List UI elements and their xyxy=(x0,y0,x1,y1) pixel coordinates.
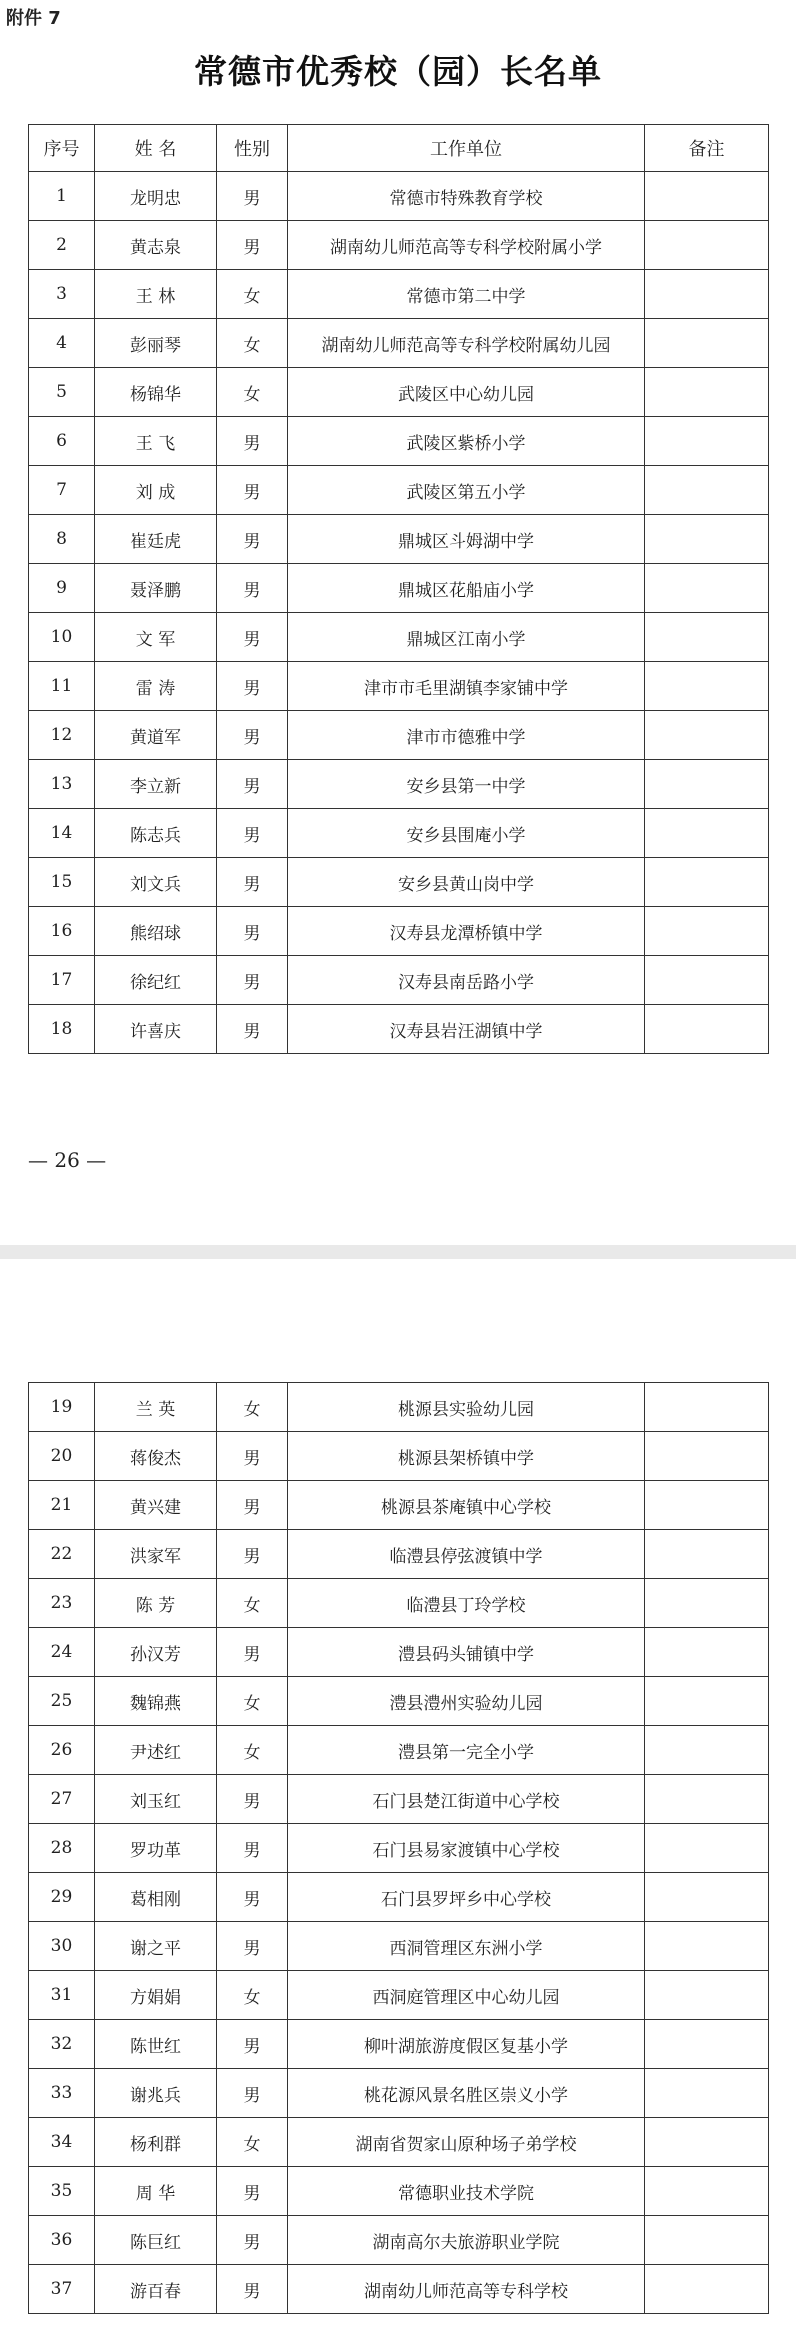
cell-gender: 男 xyxy=(217,1922,288,1971)
cell-note xyxy=(645,270,769,319)
cell-note xyxy=(645,564,769,613)
cell-gender: 男 xyxy=(217,760,288,809)
cell-number: 24 xyxy=(29,1628,95,1677)
cell-unit: 石门县楚江街道中心学校 xyxy=(288,1775,645,1824)
cell-name: 兰 英 xyxy=(95,1383,217,1432)
table-row xyxy=(29,368,769,417)
table-row xyxy=(29,221,769,270)
cell-unit: 石门县罗坪乡中心学校 xyxy=(288,1873,645,1922)
cell-gender: 男 xyxy=(217,2020,288,2069)
table-row xyxy=(29,1726,769,1775)
cell-number: 14 xyxy=(29,809,95,858)
table-row xyxy=(29,1775,769,1824)
cell-unit: 湖南高尔夫旅游职业学院 xyxy=(288,2216,645,2265)
cell-number: 37 xyxy=(29,2265,95,2314)
cell-note xyxy=(645,1432,769,1481)
cell-note xyxy=(645,221,769,270)
roster-table-page-2 xyxy=(28,1382,769,2314)
cell-gender: 男 xyxy=(217,1432,288,1481)
table-row xyxy=(29,2216,769,2265)
cell-gender: 男 xyxy=(217,1530,288,1579)
table-row xyxy=(29,1873,769,1922)
cell-note xyxy=(645,1005,769,1054)
cell-name: 陈 芳 xyxy=(95,1579,217,1628)
cell-number: 21 xyxy=(29,1481,95,1530)
cell-number: 31 xyxy=(29,1971,95,2020)
cell-gender: 男 xyxy=(217,1824,288,1873)
cell-unit: 鼎城区江南小学 xyxy=(288,613,645,662)
table-row xyxy=(29,711,769,760)
cell-name: 李立新 xyxy=(95,760,217,809)
cell-name: 刘 成 xyxy=(95,466,217,515)
cell-number: 23 xyxy=(29,1579,95,1628)
cell-number: 29 xyxy=(29,1873,95,1922)
cell-unit: 汉寿县南岳路小学 xyxy=(288,956,645,1005)
cell-note xyxy=(645,1873,769,1922)
table-row xyxy=(29,858,769,907)
cell-name: 聂泽鹏 xyxy=(95,564,217,613)
cell-name: 雷 涛 xyxy=(95,662,217,711)
cell-name: 陈志兵 xyxy=(95,809,217,858)
cell-name: 许喜庆 xyxy=(95,1005,217,1054)
cell-number: 33 xyxy=(29,2069,95,2118)
cell-note xyxy=(645,2020,769,2069)
cell-name: 尹述红 xyxy=(95,1726,217,1775)
table-row xyxy=(29,2020,769,2069)
cell-name: 魏锦燕 xyxy=(95,1677,217,1726)
cell-number: 25 xyxy=(29,1677,95,1726)
table-row xyxy=(29,662,769,711)
cell-name: 熊绍球 xyxy=(95,907,217,956)
cell-name: 蒋俊杰 xyxy=(95,1432,217,1481)
column-header-note: 备注 xyxy=(645,125,769,172)
cell-number: 11 xyxy=(29,662,95,711)
cell-gender: 男 xyxy=(217,1775,288,1824)
cell-gender: 男 xyxy=(217,564,288,613)
cell-number: 27 xyxy=(29,1775,95,1824)
attachment-label: 附件 7 xyxy=(6,8,61,29)
cell-gender: 女 xyxy=(217,1383,288,1432)
cell-name: 游百春 xyxy=(95,2265,217,2314)
cell-gender: 女 xyxy=(217,1726,288,1775)
cell-name: 刘文兵 xyxy=(95,858,217,907)
cell-name: 彭丽琴 xyxy=(95,319,217,368)
cell-gender: 女 xyxy=(217,1579,288,1628)
cell-unit: 湖南幼儿师范高等专科学校附属小学 xyxy=(288,221,645,270)
cell-note xyxy=(645,1726,769,1775)
cell-note xyxy=(645,1383,769,1432)
cell-note xyxy=(645,1677,769,1726)
column-header-unit: 工作单位 xyxy=(288,125,645,172)
cell-unit: 澧县第一完全小学 xyxy=(288,1726,645,1775)
cell-name: 葛相刚 xyxy=(95,1873,217,1922)
cell-number: 26 xyxy=(29,1726,95,1775)
cell-gender: 男 xyxy=(217,417,288,466)
cell-number: 34 xyxy=(29,2118,95,2167)
cell-number: 3 xyxy=(29,270,95,319)
cell-name: 方娟娟 xyxy=(95,1971,217,2020)
cell-unit: 临澧县丁玲学校 xyxy=(288,1579,645,1628)
cell-unit: 汉寿县龙潭桥镇中学 xyxy=(288,907,645,956)
cell-unit: 安乡县第一中学 xyxy=(288,760,645,809)
cell-note xyxy=(645,1971,769,2020)
table-row xyxy=(29,2118,769,2167)
cell-number: 4 xyxy=(29,319,95,368)
cell-unit: 西洞管理区东洲小学 xyxy=(288,1922,645,1971)
cell-unit: 武陵区紫桥小学 xyxy=(288,417,645,466)
cell-name: 王 林 xyxy=(95,270,217,319)
cell-name: 杨锦华 xyxy=(95,368,217,417)
table-row xyxy=(29,564,769,613)
cell-unit: 桃源县架桥镇中学 xyxy=(288,1432,645,1481)
cell-name: 崔廷虎 xyxy=(95,515,217,564)
cell-number: 8 xyxy=(29,515,95,564)
cell-number: 2 xyxy=(29,221,95,270)
table-row xyxy=(29,1579,769,1628)
cell-unit: 安乡县黄山岗中学 xyxy=(288,858,645,907)
cell-name: 陈巨红 xyxy=(95,2216,217,2265)
column-header-gender: 性别 xyxy=(217,125,288,172)
cell-gender: 女 xyxy=(217,1677,288,1726)
roster-table-page-1 xyxy=(28,124,769,1054)
table-row xyxy=(29,1383,769,1432)
cell-unit: 津市市德雅中学 xyxy=(288,711,645,760)
cell-note xyxy=(645,1530,769,1579)
cell-gender: 男 xyxy=(217,1005,288,1054)
cell-number: 10 xyxy=(29,613,95,662)
cell-note xyxy=(645,1628,769,1677)
cell-note xyxy=(645,613,769,662)
cell-note xyxy=(645,1824,769,1873)
cell-name: 谢之平 xyxy=(95,1922,217,1971)
table-row xyxy=(29,172,769,221)
cell-number: 18 xyxy=(29,1005,95,1054)
cell-number: 13 xyxy=(29,760,95,809)
cell-number: 32 xyxy=(29,2020,95,2069)
table-row xyxy=(29,1824,769,1873)
cell-gender: 男 xyxy=(217,172,288,221)
cell-note xyxy=(645,2167,769,2216)
cell-unit: 鼎城区花船庙小学 xyxy=(288,564,645,613)
cell-name: 周 华 xyxy=(95,2167,217,2216)
cell-note xyxy=(645,760,769,809)
cell-number: 15 xyxy=(29,858,95,907)
cell-name: 罗功革 xyxy=(95,1824,217,1873)
cell-gender: 男 xyxy=(217,221,288,270)
cell-gender: 男 xyxy=(217,466,288,515)
cell-number: 36 xyxy=(29,2216,95,2265)
cell-note xyxy=(645,956,769,1005)
cell-unit: 鼎城区斗姆湖中学 xyxy=(288,515,645,564)
cell-note xyxy=(645,2118,769,2167)
cell-number: 16 xyxy=(29,907,95,956)
table-header-row xyxy=(29,125,769,172)
cell-note xyxy=(645,907,769,956)
cell-number: 12 xyxy=(29,711,95,760)
cell-note xyxy=(645,662,769,711)
cell-number: 30 xyxy=(29,1922,95,1971)
table-row xyxy=(29,270,769,319)
cell-note xyxy=(645,711,769,760)
cell-note xyxy=(645,368,769,417)
cell-note xyxy=(645,466,769,515)
cell-gender: 男 xyxy=(217,515,288,564)
cell-name: 龙明忠 xyxy=(95,172,217,221)
cell-unit: 安乡县围庵小学 xyxy=(288,809,645,858)
cell-unit: 桃源县茶庵镇中心学校 xyxy=(288,1481,645,1530)
cell-gender: 男 xyxy=(217,2216,288,2265)
cell-number: 22 xyxy=(29,1530,95,1579)
table-body-page-2 xyxy=(29,1383,769,2314)
cell-name: 杨利群 xyxy=(95,2118,217,2167)
cell-number: 1 xyxy=(29,172,95,221)
cell-unit: 汉寿县岩汪湖镇中学 xyxy=(288,1005,645,1054)
cell-note xyxy=(645,2265,769,2314)
table-row xyxy=(29,1922,769,1971)
cell-note xyxy=(645,319,769,368)
cell-name: 黄志泉 xyxy=(95,221,217,270)
cell-name: 黄道军 xyxy=(95,711,217,760)
cell-number: 19 xyxy=(29,1383,95,1432)
cell-unit: 柳叶湖旅游度假区复基小学 xyxy=(288,2020,645,2069)
cell-gender: 男 xyxy=(217,613,288,662)
table-row xyxy=(29,1971,769,2020)
table-body-page-1 xyxy=(29,172,769,1054)
cell-note xyxy=(645,858,769,907)
cell-gender: 男 xyxy=(217,2265,288,2314)
cell-gender: 女 xyxy=(217,270,288,319)
cell-gender: 女 xyxy=(217,2118,288,2167)
cell-note xyxy=(645,809,769,858)
table-row xyxy=(29,1005,769,1054)
cell-unit: 津市市毛里湖镇李家铺中学 xyxy=(288,662,645,711)
cell-unit: 临澧县停弦渡镇中学 xyxy=(288,1530,645,1579)
document-page-2 xyxy=(0,1259,796,2327)
cell-gender: 男 xyxy=(217,1628,288,1677)
cell-gender: 男 xyxy=(217,956,288,1005)
cell-gender: 男 xyxy=(217,858,288,907)
cell-unit: 澧县澧州实验幼儿园 xyxy=(288,1677,645,1726)
cell-unit: 石门县易家渡镇中心学校 xyxy=(288,1824,645,1873)
table-row xyxy=(29,1481,769,1530)
cell-unit: 常德职业技术学院 xyxy=(288,2167,645,2216)
cell-number: 20 xyxy=(29,1432,95,1481)
page-number: — 26 — xyxy=(28,1148,107,1172)
cell-note xyxy=(645,1481,769,1530)
table-row xyxy=(29,613,769,662)
cell-name: 王 飞 xyxy=(95,417,217,466)
cell-gender: 男 xyxy=(217,711,288,760)
cell-unit: 澧县码头铺镇中学 xyxy=(288,1628,645,1677)
table-row xyxy=(29,515,769,564)
cell-gender: 男 xyxy=(217,2069,288,2118)
table-row xyxy=(29,1628,769,1677)
cell-unit: 常德市第二中学 xyxy=(288,270,645,319)
cell-gender: 男 xyxy=(217,809,288,858)
cell-unit: 桃源县实验幼儿园 xyxy=(288,1383,645,1432)
cell-gender: 男 xyxy=(217,2167,288,2216)
cell-number: 28 xyxy=(29,1824,95,1873)
table-row xyxy=(29,2167,769,2216)
table-row xyxy=(29,1530,769,1579)
cell-unit: 武陵区第五小学 xyxy=(288,466,645,515)
table-row xyxy=(29,907,769,956)
cell-note xyxy=(645,2216,769,2265)
table-row xyxy=(29,466,769,515)
table-row xyxy=(29,1677,769,1726)
cell-unit: 武陵区中心幼儿园 xyxy=(288,368,645,417)
cell-number: 7 xyxy=(29,466,95,515)
table-row xyxy=(29,760,769,809)
cell-name: 黄兴建 xyxy=(95,1481,217,1530)
cell-note xyxy=(645,1775,769,1824)
cell-gender: 男 xyxy=(217,907,288,956)
cell-unit: 桃花源风景名胜区崇义小学 xyxy=(288,2069,645,2118)
document-title: 常德市优秀校（园）长名单 xyxy=(194,52,602,91)
cell-note xyxy=(645,2069,769,2118)
cell-note xyxy=(645,417,769,466)
table-row xyxy=(29,956,769,1005)
page-separator xyxy=(0,1245,796,1259)
cell-name: 孙汉芳 xyxy=(95,1628,217,1677)
cell-name: 刘玉红 xyxy=(95,1775,217,1824)
cell-note xyxy=(645,1579,769,1628)
cell-number: 17 xyxy=(29,956,95,1005)
cell-gender: 女 xyxy=(217,1971,288,2020)
cell-number: 9 xyxy=(29,564,95,613)
cell-unit: 湖南省贺家山原种场子弟学校 xyxy=(288,2118,645,2167)
cell-note xyxy=(645,172,769,221)
cell-gender: 男 xyxy=(217,1481,288,1530)
cell-gender: 男 xyxy=(217,1873,288,1922)
cell-number: 5 xyxy=(29,368,95,417)
column-header-number: 序号 xyxy=(29,125,95,172)
cell-unit: 西洞庭管理区中心幼儿园 xyxy=(288,1971,645,2020)
cell-unit: 常德市特殊教育学校 xyxy=(288,172,645,221)
cell-number: 35 xyxy=(29,2167,95,2216)
table-row xyxy=(29,1432,769,1481)
column-header-name: 姓 名 xyxy=(95,125,217,172)
table-row xyxy=(29,2069,769,2118)
cell-gender: 男 xyxy=(217,662,288,711)
cell-gender: 女 xyxy=(217,368,288,417)
cell-number: 6 xyxy=(29,417,95,466)
table-row xyxy=(29,319,769,368)
cell-gender: 女 xyxy=(217,319,288,368)
cell-name: 洪家军 xyxy=(95,1530,217,1579)
cell-name: 文 军 xyxy=(95,613,217,662)
cell-unit: 湖南幼儿师范高等专科学校 xyxy=(288,2265,645,2314)
cell-note xyxy=(645,1922,769,1971)
cell-name: 谢兆兵 xyxy=(95,2069,217,2118)
cell-name: 陈世红 xyxy=(95,2020,217,2069)
cell-note xyxy=(645,515,769,564)
table-row xyxy=(29,417,769,466)
table-row xyxy=(29,2265,769,2314)
table-row xyxy=(29,809,769,858)
cell-name: 徐纪红 xyxy=(95,956,217,1005)
cell-unit: 湖南幼儿师范高等专科学校附属幼儿园 xyxy=(288,319,645,368)
